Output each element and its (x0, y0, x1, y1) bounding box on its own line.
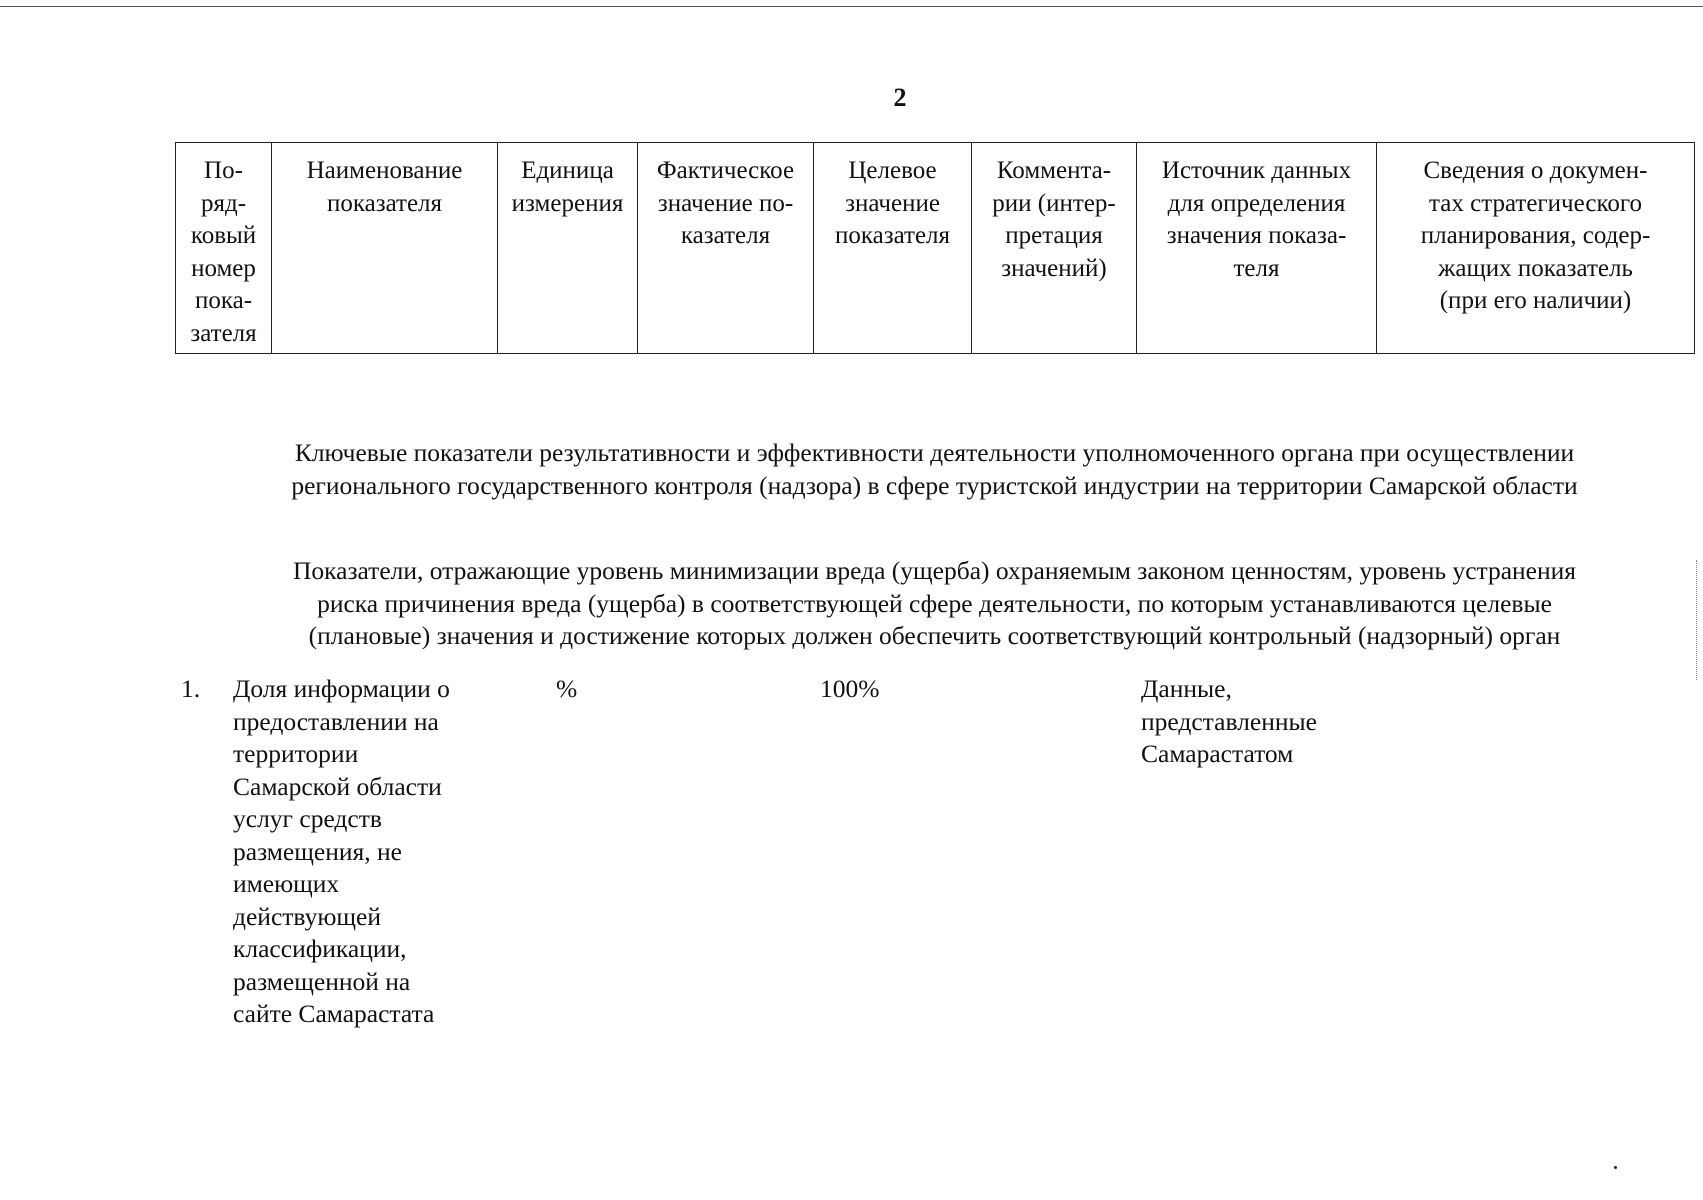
scan-edge-specks (1694, 560, 1697, 680)
header-cell-data-source (1137, 143, 1377, 354)
header-text: Источник данных для определения значения показа- теля (1161, 157, 1352, 282)
header-cell-comments (972, 143, 1137, 354)
row-indicator-name: Доля информации о предоставлении на территории Самарской области услуг средств размещения, не имеющих действующей классификации, размещенной на сайте Самарастата (233, 674, 450, 1028)
section-title-line: риска причинения вреда (ущерба) в соответствующей сфере деятельности, по которым устанавливаются целевые (317, 588, 1552, 618)
section-title (175, 555, 1694, 653)
scan-edge-line (0, 6, 1703, 7)
title-line: Ключевые показатели результативности и эффективности деятельности уполномоченного органа при осуществлении (294, 438, 1575, 467)
header-text: Единица измерения (511, 157, 624, 217)
header-text: По- ряд- ковый номер пока- зателя (190, 157, 257, 347)
header-text: Фактическое значение по- казателя (656, 157, 795, 249)
key-indicators-title (175, 437, 1694, 502)
section-title-line: Показатели, отражающие уровень минимизации вреда (ущерба) охраняемым законом ценностям, уровень устранения (292, 556, 1577, 585)
scan-dot (1614, 1166, 1617, 1169)
row-target-value: 100% (820, 674, 880, 703)
header-cell-actual-value (638, 143, 814, 354)
page-number: 2 (893, 83, 907, 112)
header-text: Наименование показателя (306, 157, 463, 217)
header-row (176, 143, 1695, 354)
header-cell-strategic-docs (1377, 143, 1695, 354)
title-line: регионального государственного контроля (надзора) в сфере туристской индустрии на территории Самарской области (291, 470, 1578, 500)
indicator-header-table (175, 142, 1695, 354)
section-title-line: (плановые) значения и достижение которых должен обеспечить соответствующий контрольный (надзорный) орган (308, 621, 1561, 650)
header-cell-indicator-name (272, 143, 498, 354)
row-number: 1. (181, 674, 201, 703)
header-text: Коммента- рии (интер- претация значений) (992, 157, 1116, 282)
header-cell-target-value (814, 143, 972, 354)
header-cell-sequence-number (176, 143, 272, 354)
row-unit: % (556, 674, 578, 703)
row-data-source: Данные, представленные Самарастатом (1141, 674, 1317, 768)
header-text: Целевое значение показателя (834, 157, 951, 249)
header-cell-unit (498, 143, 638, 354)
header-text: Сведения о докумен- тах стратегического планирования, содер- жащих показатель (при его наличии) (1420, 157, 1651, 314)
